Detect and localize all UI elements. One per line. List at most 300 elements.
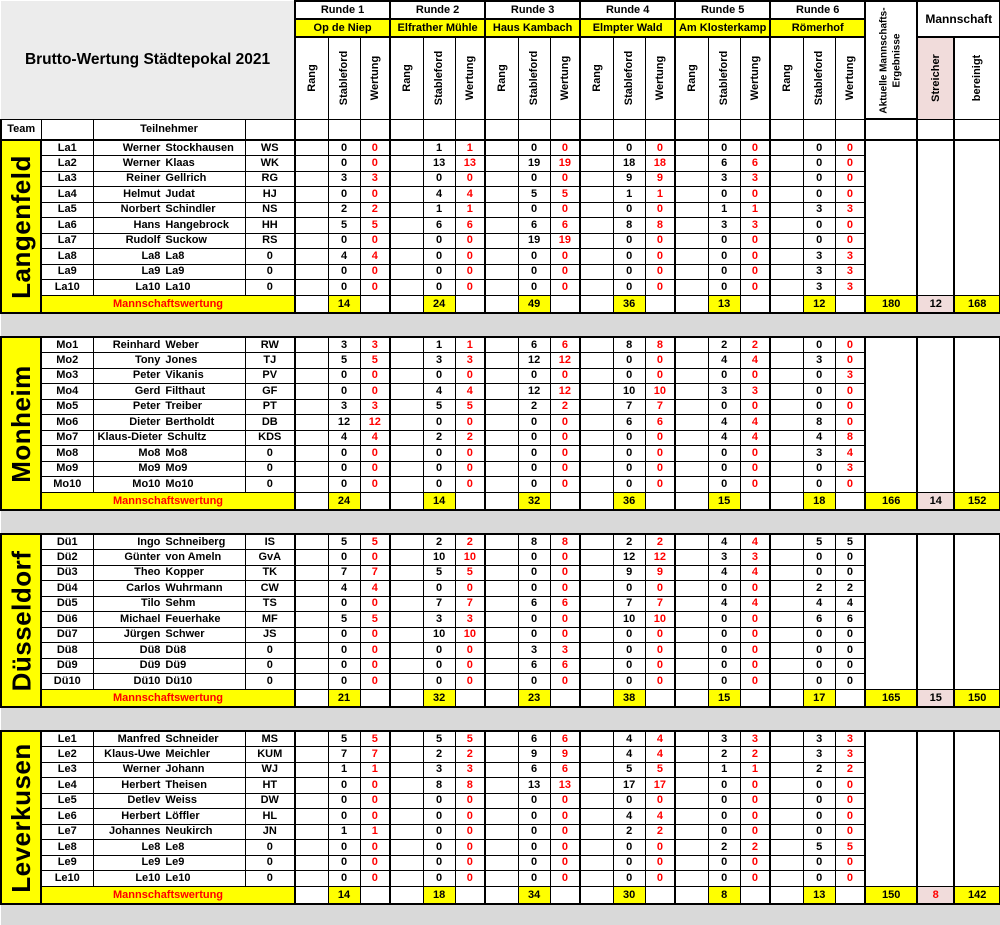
- player-code: Mo9: [41, 461, 93, 477]
- rang-cell: [295, 399, 328, 415]
- wertung-cell: 0: [455, 280, 485, 296]
- player-name: [93, 233, 245, 249]
- player-code: Dü7: [41, 627, 93, 643]
- rang-cell: [675, 871, 708, 887]
- wertung-cell: 0: [740, 233, 770, 249]
- player-last-name: Dü9: [165, 659, 187, 672]
- stableford-cell: 0: [708, 264, 740, 280]
- wertung-cell: 0: [835, 855, 865, 871]
- rang-cell: [675, 731, 708, 747]
- wertung-cell: 0: [550, 871, 580, 887]
- stableford-cell: 0: [328, 871, 360, 887]
- player-initials: 0: [245, 674, 295, 690]
- stableford-cell: 0: [423, 446, 455, 462]
- player-code: Dü1: [41, 534, 93, 550]
- wertung-cell: 0: [740, 824, 770, 840]
- stableford-cell: 0: [613, 793, 645, 809]
- stableford-cell: 0: [328, 596, 360, 612]
- player-last-name: Johann: [165, 763, 205, 776]
- rang-total-blank: [770, 689, 803, 707]
- wertung-cell: 3: [360, 337, 390, 353]
- wertung-cell: 1: [740, 202, 770, 218]
- wertung-cell: 8: [455, 778, 485, 794]
- block-gap: [1, 510, 1000, 534]
- stableford-cell: 7: [423, 596, 455, 612]
- rang-total-blank: [770, 295, 803, 313]
- aktuell-total: 166: [865, 492, 917, 510]
- player-name: [93, 809, 245, 825]
- stableford-cell: 7: [613, 596, 645, 612]
- rang-cell: [390, 399, 423, 415]
- player-row: [1, 871, 1000, 887]
- wertung-cell: 2: [550, 399, 580, 415]
- rang-cell: [675, 747, 708, 763]
- rang-cell: [580, 280, 613, 296]
- rang-cell: [580, 384, 613, 400]
- player-first-name: Tony: [134, 353, 161, 366]
- player-last-name: Dü8: [165, 643, 187, 656]
- player-first-name: Reiner: [126, 172, 161, 185]
- stableford-cell: 10: [423, 627, 455, 643]
- rang-cell: [770, 778, 803, 794]
- round-total: 24: [328, 492, 360, 510]
- wertung-cell: 0: [645, 249, 675, 265]
- stableford-cell: 3: [708, 218, 740, 234]
- rang-cell: [770, 249, 803, 265]
- rang-cell: [675, 674, 708, 690]
- wertung-cell: 0: [550, 824, 580, 840]
- stableford-cell: 0: [328, 477, 360, 493]
- stableford-cell: 0: [708, 871, 740, 887]
- player-initials: 0: [245, 461, 295, 477]
- venue-5-header: Am Klosterkamp: [675, 19, 770, 37]
- rang-cell: [390, 550, 423, 566]
- stableford-cell: 0: [518, 140, 550, 156]
- wertung-total-blank: [550, 295, 580, 313]
- wertung-cell: 7: [360, 747, 390, 763]
- streicher-total: 12: [917, 295, 954, 313]
- stableford-cell: 0: [803, 384, 835, 400]
- rang-cell: [580, 643, 613, 659]
- stableford-cell: 2: [708, 747, 740, 763]
- stableford-cell: 0: [518, 581, 550, 597]
- stableford-cell: 1: [328, 762, 360, 778]
- wertung-cell: 0: [360, 778, 390, 794]
- wertung-cell: 4: [455, 384, 485, 400]
- wertung-cell: 4: [360, 249, 390, 265]
- stableford-cell: 0: [328, 840, 360, 856]
- wertung-cell: 0: [835, 627, 865, 643]
- wertung-cell: 0: [360, 550, 390, 566]
- rang-cell: [675, 399, 708, 415]
- player-row: [1, 218, 1000, 234]
- round-total: 8: [708, 886, 740, 904]
- venue-2-header: Elfrather Mühle: [390, 19, 485, 37]
- rang-cell: [390, 171, 423, 187]
- wertung-cell: 0: [455, 415, 485, 431]
- player-row: [1, 140, 1000, 156]
- player-name: [93, 658, 245, 674]
- block-gap: [1, 707, 1000, 731]
- rang-cell: [390, 140, 423, 156]
- wertung-cell: 0: [835, 871, 865, 887]
- player-code: Dü10: [41, 674, 93, 690]
- stableford-cell: 0: [803, 218, 835, 234]
- player-name: [93, 353, 245, 369]
- stableford-cell: 1: [423, 202, 455, 218]
- rang-cell: [675, 233, 708, 249]
- rang-total-blank: [485, 492, 518, 510]
- stableford-cell: 0: [708, 809, 740, 825]
- player-first-name: La8: [141, 249, 161, 262]
- player-initials: 0: [245, 477, 295, 493]
- player-code: Mo7: [41, 430, 93, 446]
- wertung-cell: 0: [550, 140, 580, 156]
- player-name: [93, 840, 245, 856]
- rang-cell: [580, 218, 613, 234]
- wertung-cell: 0: [645, 140, 675, 156]
- player-row: [1, 446, 1000, 462]
- player-first-name: La9: [141, 265, 161, 278]
- wertung-cell: 4: [360, 581, 390, 597]
- stableford-column-header: Stableford: [518, 37, 550, 119]
- rang-cell: [770, 140, 803, 156]
- wertung-total-blank: [645, 295, 675, 313]
- rang-cell: [770, 581, 803, 597]
- rang-column-header: Rang: [675, 37, 708, 119]
- player-code: Mo3: [41, 368, 93, 384]
- wertung-cell: 0: [740, 280, 770, 296]
- rang-total-blank: [295, 689, 328, 707]
- stableford-cell: 0: [613, 202, 645, 218]
- wertung-cell: 0: [740, 627, 770, 643]
- stableford-cell: 6: [518, 218, 550, 234]
- rang-cell: [485, 793, 518, 809]
- player-code: Le10: [41, 871, 93, 887]
- rang-cell: [485, 855, 518, 871]
- player-first-name: Theo: [134, 566, 161, 579]
- wertung-total-blank: [645, 492, 675, 510]
- wertung-cell: 0: [645, 627, 675, 643]
- player-last-name: Neukirch: [165, 825, 213, 838]
- wertung-cell: 2: [455, 430, 485, 446]
- player-initials: RW: [245, 337, 295, 353]
- stableford-cell: 8: [518, 534, 550, 550]
- bereinigt-total: 150: [954, 689, 1000, 707]
- player-initials: RS: [245, 233, 295, 249]
- wertung-cell: 0: [835, 674, 865, 690]
- aktuelle-column-body: [865, 731, 917, 886]
- wertung-cell: 0: [645, 840, 675, 856]
- header-row-rounds: [1, 1, 1000, 19]
- player-last-name: Schneider: [165, 732, 219, 745]
- wertung-cell: 5: [360, 534, 390, 550]
- rang-cell: [580, 446, 613, 462]
- wertung-cell: 0: [645, 643, 675, 659]
- stableford-cell: 0: [518, 871, 550, 887]
- wertung-column-header: Wertung: [360, 37, 390, 119]
- rang-cell: [580, 477, 613, 493]
- wertung-cell: 0: [360, 477, 390, 493]
- wertung-cell: 0: [550, 627, 580, 643]
- teilnehmer-column-header: Teilnehmer: [93, 119, 245, 140]
- stableford-cell: 0: [423, 658, 455, 674]
- rang-cell: [770, 612, 803, 628]
- player-code: Dü2: [41, 550, 93, 566]
- wertung-total-blank: [835, 886, 865, 904]
- aktuell-total: 165: [865, 689, 917, 707]
- stableford-cell: 5: [328, 731, 360, 747]
- rang-total-blank: [295, 492, 328, 510]
- stableford-cell: 0: [328, 778, 360, 794]
- rang-cell: [295, 171, 328, 187]
- stableford-cell: 0: [518, 461, 550, 477]
- player-initials: 0: [245, 643, 295, 659]
- wertung-cell: 0: [740, 855, 770, 871]
- wertung-cell: 0: [645, 233, 675, 249]
- wertung-cell: 5: [455, 399, 485, 415]
- rang-cell: [485, 202, 518, 218]
- rang-cell: [390, 565, 423, 581]
- player-code: La4: [41, 187, 93, 203]
- wertung-cell: 5: [360, 353, 390, 369]
- stableford-cell: 0: [518, 477, 550, 493]
- wertung-cell: 3: [455, 612, 485, 628]
- wertung-cell: 0: [550, 855, 580, 871]
- stableford-cell: 2: [613, 824, 645, 840]
- stableford-cell: 6: [708, 156, 740, 172]
- rang-total-blank: [675, 295, 708, 313]
- stableford-cell: 12: [518, 384, 550, 400]
- stableford-cell: 5: [613, 762, 645, 778]
- stableford-cell: 4: [423, 187, 455, 203]
- player-name: [93, 612, 245, 628]
- stableford-cell: 0: [328, 233, 360, 249]
- rang-cell: [295, 643, 328, 659]
- round-total: 23: [518, 689, 550, 707]
- stableford-cell: 12: [613, 550, 645, 566]
- rang-cell: [675, 793, 708, 809]
- stableford-cell: 2: [803, 581, 835, 597]
- wertung-column-header: Wertung: [455, 37, 485, 119]
- player-initials: WJ: [245, 762, 295, 778]
- rang-cell: [770, 399, 803, 415]
- wertung-cell: 6: [550, 218, 580, 234]
- rang-cell: [675, 280, 708, 296]
- team-total-row: [1, 295, 1000, 313]
- rang-cell: [675, 264, 708, 280]
- wertung-cell: 13: [455, 156, 485, 172]
- stableford-cell: 7: [613, 399, 645, 415]
- rang-cell: [295, 627, 328, 643]
- wertung-cell: 0: [740, 793, 770, 809]
- stableford-cell: 4: [328, 249, 360, 265]
- player-last-name: Bertholdt: [165, 415, 215, 428]
- player-name: [93, 674, 245, 690]
- wertung-cell: 4: [740, 565, 770, 581]
- player-first-name: Le10: [135, 871, 161, 884]
- player-code: La2: [41, 156, 93, 172]
- wertung-cell: 5: [835, 534, 865, 550]
- wertung-cell: 0: [740, 612, 770, 628]
- player-first-name: Mo10: [132, 477, 161, 490]
- player-initials: PV: [245, 368, 295, 384]
- bereinigt-total: 152: [954, 492, 1000, 510]
- player-name: [93, 337, 245, 353]
- streicher-column-body: [917, 731, 954, 886]
- stableford-cell: 0: [613, 840, 645, 856]
- wertung-cell: 0: [835, 550, 865, 566]
- stableford-cell: 2: [328, 202, 360, 218]
- wertung-cell: 0: [550, 674, 580, 690]
- stableford-cell: 3: [708, 384, 740, 400]
- stableford-cell: 12: [328, 415, 360, 431]
- stableford-cell: 6: [803, 612, 835, 628]
- player-initials: 0: [245, 871, 295, 887]
- wertung-cell: 0: [835, 778, 865, 794]
- stableford-cell: 0: [328, 140, 360, 156]
- rang-cell: [390, 202, 423, 218]
- rang-total-blank: [390, 886, 423, 904]
- stableford-cell: 0: [613, 581, 645, 597]
- wertung-column-header: Wertung: [645, 37, 675, 119]
- round-total: 14: [328, 886, 360, 904]
- player-code: Le6: [41, 809, 93, 825]
- rang-cell: [770, 793, 803, 809]
- rang-cell: [770, 747, 803, 763]
- wertung-cell: 0: [455, 249, 485, 265]
- stableford-cell: 0: [803, 187, 835, 203]
- bereinigt-column-body: [954, 140, 1000, 295]
- rang-cell: [580, 202, 613, 218]
- player-code: La10: [41, 280, 93, 296]
- stableford-cell: 9: [518, 747, 550, 763]
- rang-cell: [390, 731, 423, 747]
- player-initials: GF: [245, 384, 295, 400]
- rang-cell: [770, 171, 803, 187]
- player-first-name: Jürgen: [123, 628, 161, 641]
- round-total: 32: [518, 492, 550, 510]
- stableford-cell: 0: [803, 156, 835, 172]
- wertung-cell: 0: [645, 461, 675, 477]
- player-initials: IS: [245, 534, 295, 550]
- rang-cell: [675, 171, 708, 187]
- player-name: [93, 187, 245, 203]
- stableford-cell: 0: [423, 249, 455, 265]
- rang-cell: [295, 368, 328, 384]
- stableford-cell: 0: [518, 550, 550, 566]
- stableford-cell: 0: [328, 627, 360, 643]
- stableford-cell: 3: [803, 280, 835, 296]
- stableford-cell: 0: [518, 565, 550, 581]
- rang-cell: [295, 550, 328, 566]
- rang-cell: [770, 731, 803, 747]
- wertung-cell: 6: [550, 731, 580, 747]
- stableford-cell: 4: [328, 581, 360, 597]
- streicher-total: 8: [917, 886, 954, 904]
- stableford-cell: 5: [423, 565, 455, 581]
- player-initials: JN: [245, 824, 295, 840]
- stableford-cell: 0: [708, 793, 740, 809]
- rang-cell: [580, 171, 613, 187]
- player-name: [93, 430, 245, 446]
- stableford-cell: 3: [708, 550, 740, 566]
- rang-cell: [580, 565, 613, 581]
- wertung-total-blank: [740, 886, 770, 904]
- player-code: Dü6: [41, 612, 93, 628]
- player-code: Le2: [41, 747, 93, 763]
- wertung-cell: 0: [550, 202, 580, 218]
- player-name: [93, 550, 245, 566]
- player-first-name: Dü8: [139, 643, 161, 656]
- player-name: [93, 384, 245, 400]
- stableford-cell: 0: [613, 461, 645, 477]
- streicher-total: 15: [917, 689, 954, 707]
- rang-cell: [675, 596, 708, 612]
- stableford-cell: 0: [613, 871, 645, 887]
- rang-cell: [580, 353, 613, 369]
- stableford-cell: 0: [708, 399, 740, 415]
- player-name: [93, 534, 245, 550]
- stableford-cell: 4: [708, 430, 740, 446]
- stableford-cell: 4: [328, 430, 360, 446]
- stableford-cell: 0: [708, 280, 740, 296]
- player-initials: KDS: [245, 430, 295, 446]
- player-first-name: Manfred: [117, 732, 161, 745]
- rang-cell: [295, 809, 328, 825]
- rang-cell: [485, 249, 518, 265]
- block-gap: [1, 904, 1000, 925]
- rang-cell: [675, 368, 708, 384]
- rang-cell: [390, 674, 423, 690]
- player-code: Le4: [41, 778, 93, 794]
- player-name: [93, 156, 245, 172]
- stableford-cell: 0: [328, 446, 360, 462]
- rang-total-blank: [390, 492, 423, 510]
- player-first-name: Carlos: [126, 581, 161, 594]
- rang-cell: [485, 140, 518, 156]
- stableford-cell: 4: [803, 430, 835, 446]
- stableford-cell: 0: [613, 264, 645, 280]
- rang-cell: [675, 446, 708, 462]
- rang-cell: [580, 658, 613, 674]
- wertung-cell: 0: [835, 353, 865, 369]
- wertung-cell: 0: [645, 430, 675, 446]
- stableford-cell: 0: [328, 550, 360, 566]
- stableford-cell: 0: [708, 233, 740, 249]
- rang-total-blank: [675, 886, 708, 904]
- wertung-cell: 0: [740, 871, 770, 887]
- stableford-cell: 7: [328, 747, 360, 763]
- player-first-name: Günter: [124, 550, 161, 563]
- round-3-header: Runde 3: [485, 1, 580, 19]
- player-code: Le3: [41, 762, 93, 778]
- rang-cell: [580, 430, 613, 446]
- player-row: [1, 202, 1000, 218]
- wertung-cell: 0: [550, 171, 580, 187]
- stableford-cell: 0: [708, 477, 740, 493]
- player-last-name: Theisen: [165, 778, 207, 791]
- wertung-cell: 0: [360, 674, 390, 690]
- wertung-cell: 0: [455, 171, 485, 187]
- stableford-cell: 6: [518, 596, 550, 612]
- rang-cell: [770, 446, 803, 462]
- stableford-cell: 0: [803, 809, 835, 825]
- wertung-cell: 1: [455, 140, 485, 156]
- stableford-cell: 0: [328, 643, 360, 659]
- initials-column-header: [245, 119, 295, 140]
- team-name-label: Langenfeld: [1, 140, 41, 313]
